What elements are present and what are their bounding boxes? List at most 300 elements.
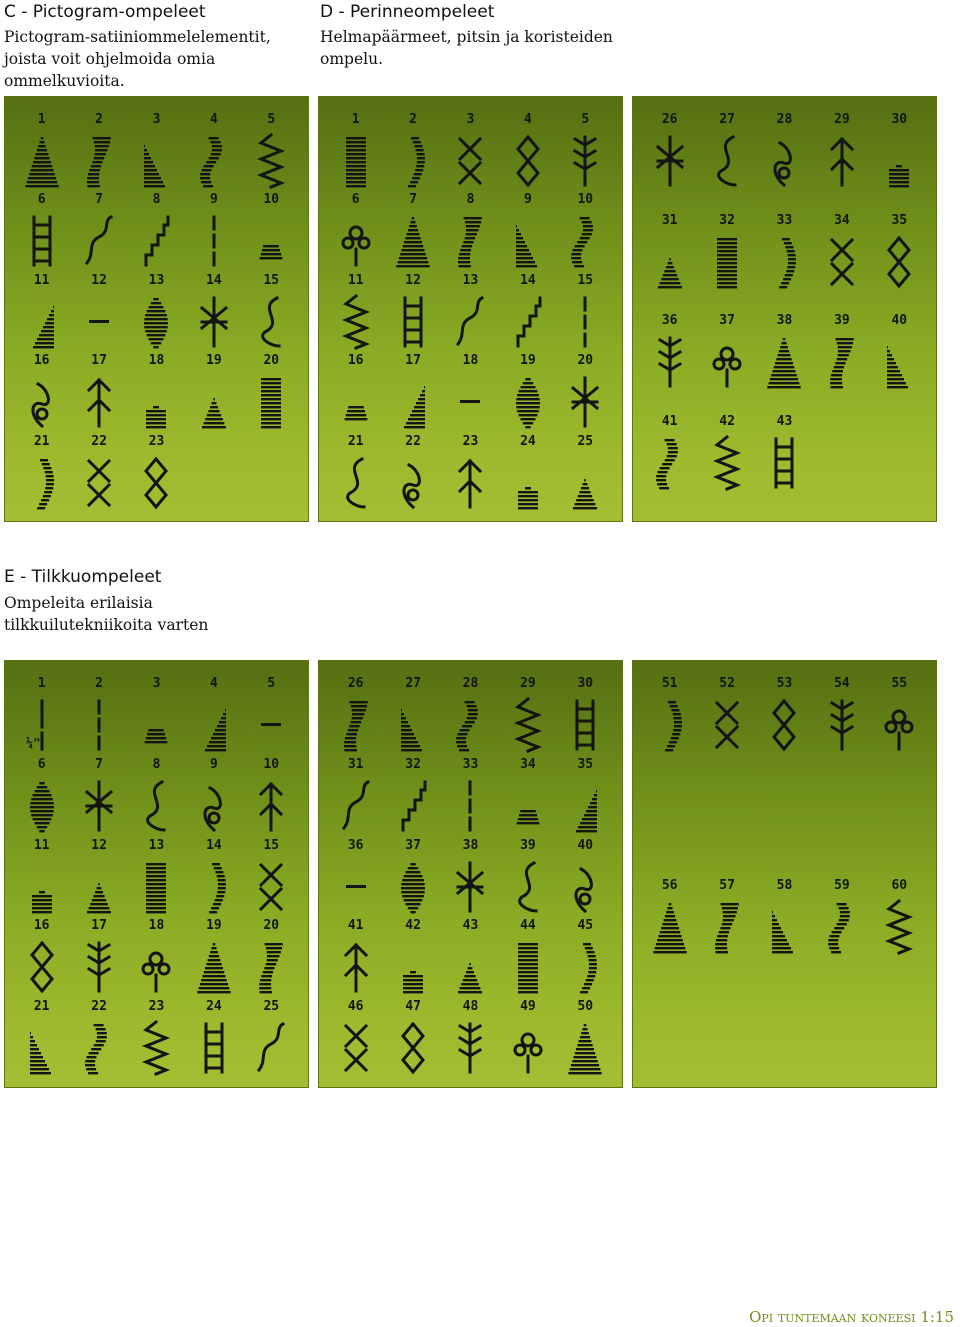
stitch-glyph-icon: [138, 294, 174, 350]
stitch-glyph-icon: [652, 697, 688, 753]
stitch-glyph-icon: [881, 133, 917, 189]
stitch-number: 3: [466, 112, 475, 127]
stitch-number: 5: [581, 112, 590, 127]
stitch-28: [442, 677, 499, 758]
section-d-title: D - Perinneompeleet: [320, 2, 495, 22]
stitch-number: 30: [577, 676, 594, 691]
stitch-number: 45: [577, 918, 594, 934]
stitch-glyph-icon: [338, 939, 374, 995]
stitch-55: [871, 677, 928, 879]
stitch-glyph-icon: [196, 859, 232, 915]
stitch-56: [641, 879, 698, 1081]
stitch-number: 1: [37, 676, 46, 691]
stitch-number: 14: [206, 272, 222, 288]
stitch-number: 10: [577, 192, 594, 208]
stitch-number: 10: [263, 192, 280, 208]
stitch-number: 19: [520, 353, 536, 369]
stitch-number: 3: [152, 112, 161, 127]
stitch-18: [442, 354, 499, 434]
stitch-5: [243, 677, 300, 758]
stitch-glyph-icon: [338, 374, 374, 430]
stitch-51: [641, 677, 698, 879]
stitch-glyph-icon: [452, 374, 488, 430]
stitch-number: 26: [661, 112, 678, 127]
stitch-glyph-icon: [338, 213, 374, 269]
stitch-glyph-icon: [196, 697, 232, 753]
stitch-13: [442, 274, 499, 354]
stitch-glyph-icon: [196, 1020, 232, 1076]
stitch-number: 18: [462, 353, 479, 369]
stitch-28: [756, 113, 813, 214]
stitch-glyph-icon: [395, 939, 431, 995]
stitch-number: 14: [520, 272, 536, 288]
stitch-glyph-icon: [24, 859, 60, 915]
stitch-number: 13: [148, 837, 165, 853]
stitch-30: [557, 677, 614, 758]
stitch-number: 43: [776, 413, 793, 429]
stitch-glyph-icon: [24, 1020, 60, 1076]
stitch-number: 26: [347, 676, 364, 691]
section-c-title: C - Pictogram-ompeleet: [4, 2, 206, 22]
stitch-number: 44: [520, 918, 536, 934]
stitch-40: [557, 839, 614, 920]
stitch-number: 20: [577, 353, 594, 369]
stitch-number: 42: [405, 918, 421, 934]
stitch-number: 2: [409, 112, 417, 127]
stitch-number: 33: [462, 756, 479, 772]
stitch-glyph-icon: [567, 294, 603, 350]
stitch-number: 21: [347, 433, 364, 449]
stitch-number: 9: [209, 192, 218, 208]
stitch-35: [557, 758, 614, 839]
stitch-13: [128, 274, 185, 354]
stitch-number: 59: [834, 878, 850, 893]
stitch-number: 55: [891, 676, 908, 691]
stitch-59: [813, 879, 870, 1081]
stitch-glyph-icon: [881, 697, 917, 753]
stitch-number: 8: [152, 192, 161, 208]
stitch-30: [871, 113, 928, 214]
stitch-number: 23: [462, 433, 479, 449]
stitch-glyph-icon: [81, 213, 117, 269]
stitch-8: [128, 758, 185, 839]
stitch-glyph-icon: [24, 778, 60, 834]
stitch-number: 25: [263, 999, 280, 1015]
stitch-number: 19: [206, 353, 222, 369]
stitch-16: [327, 354, 384, 434]
stitch-38: [756, 314, 813, 415]
stitch-7: [384, 193, 441, 273]
stitch-number: 28: [776, 112, 793, 127]
stitch-number: 34: [520, 756, 536, 772]
stitch-number: 30: [891, 112, 908, 127]
stitch-40: [871, 314, 928, 415]
stitch-number: 29: [520, 676, 536, 691]
stitch-glyph-icon: [567, 1020, 603, 1076]
stitch-39: [499, 839, 556, 920]
stitch-number: 2: [95, 676, 103, 691]
stitch-2: [70, 113, 127, 193]
stitch-glyph-icon: [510, 939, 546, 995]
stitch-14: [499, 274, 556, 354]
stitch-glyph-icon: [510, 294, 546, 350]
stitch-12: [70, 839, 127, 920]
stitch-44: [499, 919, 556, 1000]
stitch-glyph-icon: [338, 697, 374, 753]
stitch-number: 40: [577, 837, 594, 853]
stitch-23: [442, 435, 499, 515]
stitch-number: 6: [37, 756, 46, 772]
stitch-glyph-icon: [709, 234, 745, 290]
stitch-glyph-icon: [709, 899, 745, 955]
stitch-number: 6: [351, 192, 360, 208]
stitch-glyph-icon: [253, 133, 289, 189]
stitch-glyph-icon: [824, 899, 860, 955]
stitch-glyph-icon: [338, 133, 374, 189]
stitch-20: [243, 354, 300, 434]
stitch-panel-e1: [4, 660, 309, 1088]
stitch-glyph-icon: [510, 455, 546, 511]
stitch-38: [442, 839, 499, 920]
stitch-14: [185, 274, 242, 354]
stitch-number: 16: [33, 918, 50, 934]
stitch-glyph-icon: [652, 133, 688, 189]
stitch-19: [499, 354, 556, 434]
stitch-16: [13, 354, 70, 434]
stitch-number: 36: [661, 313, 678, 328]
stitch-panel-d1: [318, 96, 623, 522]
stitch-number: 21: [33, 433, 50, 449]
stitch-number: 7: [95, 756, 103, 772]
stitch-43: [756, 415, 813, 516]
stitch-42: [384, 919, 441, 1000]
stitch-number: 60: [891, 878, 908, 893]
stitch-15: [243, 839, 300, 920]
stitch-number: 5: [267, 112, 276, 127]
stitch-number: 39: [520, 837, 536, 853]
stitch-glyph-icon: [253, 213, 289, 269]
stitch-20: [243, 919, 300, 1000]
stitch-glyph-icon: [24, 374, 60, 430]
stitch-glyph-icon: [24, 697, 60, 753]
stitch-number: 9: [523, 192, 532, 208]
stitch-29: [813, 113, 870, 214]
stitch-19: [185, 919, 242, 1000]
stitch-glyph-icon: [452, 133, 488, 189]
stitch-glyph-icon: [196, 294, 232, 350]
stitch-glyph-icon: [253, 939, 289, 995]
stitch-42: [698, 415, 755, 516]
stitch-number: 27: [719, 112, 735, 127]
stitch-glyph-icon: [652, 334, 688, 390]
stitch-glyph-icon: [766, 334, 802, 390]
stitch-number: 38: [776, 313, 793, 328]
stitch-glyph-icon: [81, 374, 117, 430]
stitch-16: [13, 919, 70, 1000]
stitch-number: 27: [405, 676, 421, 691]
stitch-11: [13, 274, 70, 354]
stitch-8: [442, 193, 499, 273]
stitch-number: 49: [520, 999, 536, 1015]
stitch-6: [13, 193, 70, 273]
stitch-glyph-icon: [709, 435, 745, 491]
stitch-number: 56: [661, 878, 678, 893]
stitch-11: [13, 839, 70, 920]
stitch-number: 16: [347, 353, 364, 369]
stitch-number: 22: [91, 433, 107, 449]
stitch-number: 3: [152, 676, 161, 691]
stitch-glyph-icon: [510, 778, 546, 834]
stitch-glyph-icon: [81, 1020, 117, 1076]
stitch-17: [70, 919, 127, 1000]
stitch-number: 28: [462, 676, 479, 691]
stitch-glyph-icon: [395, 133, 431, 189]
stitch-glyph-icon: [652, 234, 688, 290]
stitch-57: [698, 879, 755, 1081]
stitch-glyph-icon: [395, 213, 431, 269]
stitch-41: [641, 415, 698, 516]
stitch-25: [243, 1000, 300, 1081]
stitch-number: 53: [776, 676, 793, 691]
stitch-22: [70, 1000, 127, 1081]
stitch-number: 11: [33, 837, 50, 853]
stitch-number: 34: [834, 212, 850, 228]
stitch-glyph-icon: [452, 294, 488, 350]
stitch-glyph-icon: [452, 859, 488, 915]
stitch-23: [128, 435, 185, 515]
stitch-glyph-icon: [567, 213, 603, 269]
stitch-glyph-icon: [881, 334, 917, 390]
stitch-glyph-icon: [709, 133, 745, 189]
stitch-number: 22: [405, 433, 421, 449]
stitch-glyph-icon: [824, 334, 860, 390]
stitch-glyph-icon: [253, 294, 289, 350]
stitch-41: [327, 919, 384, 1000]
stitch-glyph-icon: [567, 939, 603, 995]
stitch-10: [557, 193, 614, 273]
svg-text:¼": ¼": [25, 736, 41, 750]
stitch-glyph-icon: [81, 778, 117, 834]
stitch-7: [70, 758, 127, 839]
stitch-glyph-icon: [395, 859, 431, 915]
stitch-glyph-icon: [138, 697, 174, 753]
stitch-number: 24: [520, 433, 536, 449]
stitch-34: [499, 758, 556, 839]
stitch-glyph-icon: [824, 697, 860, 753]
stitch-number: 18: [148, 353, 165, 369]
stitch-32: [384, 758, 441, 839]
stitch-17: [70, 354, 127, 434]
stitch-24: [499, 435, 556, 515]
stitch-32: [698, 214, 755, 315]
stitch-glyph-icon: [338, 294, 374, 350]
stitch-21: [13, 1000, 70, 1081]
stitch-number: 52: [719, 676, 735, 691]
stitch-number: 19: [206, 918, 222, 934]
stitch-number: 22: [91, 999, 107, 1015]
stitch-glyph-icon: [824, 234, 860, 290]
stitch-glyph-icon: [766, 697, 802, 753]
stitch-number: 6: [37, 192, 46, 208]
page-footer: [749, 1308, 954, 1326]
stitch-glyph-icon: [138, 133, 174, 189]
stitch-45: [557, 919, 614, 1000]
stitch-number: 48: [462, 999, 479, 1015]
stitch-18: [128, 354, 185, 434]
stitch-47: [384, 1000, 441, 1081]
stitch-number: 12: [91, 272, 107, 288]
stitch-number: 50: [577, 999, 594, 1015]
stitch-glyph-icon: [510, 859, 546, 915]
stitch-number: 36: [347, 837, 364, 853]
stitch-number: 11: [33, 272, 50, 288]
stitch-60: [871, 879, 928, 1081]
stitch-19: [185, 354, 242, 434]
stitch-glyph-icon: [253, 697, 289, 753]
stitch-number: 31: [347, 756, 364, 772]
stitch-glyph-icon: [24, 294, 60, 350]
stitch-glyph-icon: [766, 435, 802, 491]
stitch-33: [756, 214, 813, 315]
stitch-11: [327, 274, 384, 354]
stitch-22: [384, 435, 441, 515]
stitch-glyph-icon: [196, 778, 232, 834]
stitch-1: [13, 113, 70, 193]
stitch-23: [128, 1000, 185, 1081]
stitch-glyph-icon: [709, 334, 745, 390]
stitch-6: [327, 193, 384, 273]
stitch-glyph-icon: [24, 939, 60, 995]
stitch-number: 2: [95, 112, 103, 127]
stitch-number: 31: [661, 212, 678, 228]
stitch-glyph-icon: [766, 899, 802, 955]
stitch-glyph-icon: [395, 697, 431, 753]
stitch-number: 15: [577, 272, 594, 288]
stitch-number: 20: [263, 918, 280, 934]
stitch-glyph-icon: [196, 133, 232, 189]
stitch-number: 41: [347, 918, 364, 934]
stitch-number: 25: [577, 433, 594, 449]
stitch-glyph-icon: [510, 1020, 546, 1076]
stitch-glyph-icon: [395, 1020, 431, 1076]
stitch-number: 7: [409, 192, 417, 208]
stitch-glyph-icon: [81, 455, 117, 511]
stitch-12: [70, 274, 127, 354]
stitch-26: [641, 113, 698, 214]
stitch-number: 39: [834, 313, 850, 328]
stitch-number: 37: [719, 313, 735, 328]
stitch-glyph-icon: [253, 1020, 289, 1076]
stitch-glyph-icon: [510, 697, 546, 753]
stitch-glyph-icon: [881, 234, 917, 290]
stitch-glyph-icon: [24, 455, 60, 511]
stitch-34: [813, 214, 870, 315]
stitch-9: [499, 193, 556, 273]
stitch-glyph-icon: [138, 939, 174, 995]
stitch-glyph-icon: [567, 374, 603, 430]
stitch-number: 15: [263, 837, 280, 853]
stitch-31: [641, 214, 698, 315]
stitch-number: 17: [91, 353, 107, 369]
stitch-number: 4: [523, 112, 532, 127]
stitch-number: 37: [405, 837, 421, 853]
stitch-number: 8: [466, 192, 475, 208]
stitch-panel-e3: [632, 660, 937, 1088]
stitch-13: [128, 839, 185, 920]
stitch-3: [128, 113, 185, 193]
stitch-39: [813, 314, 870, 415]
stitch-12: [384, 274, 441, 354]
stitch-36: [641, 314, 698, 415]
stitch-glyph-icon: [567, 455, 603, 511]
stitch-number: 51: [661, 676, 678, 691]
stitch-20: [557, 354, 614, 434]
stitch-glyph-icon: [567, 697, 603, 753]
stitch-number: 1: [351, 112, 360, 127]
stitch-10: [243, 193, 300, 273]
stitch-17: [384, 354, 441, 434]
stitch-number: 1: [37, 112, 46, 127]
stitch-number: 13: [148, 272, 165, 288]
stitch-glyph-icon: [395, 778, 431, 834]
stitch-glyph-icon: [196, 213, 232, 269]
stitch-22: [70, 435, 127, 515]
stitch-7: [70, 193, 127, 273]
stitch-number: 32: [405, 756, 421, 772]
stitch-glyph-icon: [81, 294, 117, 350]
stitch-glyph-icon: [567, 859, 603, 915]
footer-text: Opi tuntemaan koneesi: [749, 1308, 916, 1326]
stitch-glyph-icon: [196, 374, 232, 430]
stitch-number: 58: [776, 878, 793, 893]
stitch-glyph-icon: [567, 778, 603, 834]
stitch-glyph-icon: [81, 133, 117, 189]
stitch-37: [698, 314, 755, 415]
stitch-26: [327, 677, 384, 758]
stitch-glyph-icon: [138, 455, 174, 511]
stitch-58: [756, 879, 813, 1081]
stitch-5: [243, 113, 300, 193]
stitch-glyph-icon: [652, 435, 688, 491]
stitch-21: [327, 435, 384, 515]
stitch-number: 32: [719, 212, 735, 228]
stitch-number: 35: [891, 212, 908, 228]
stitch-glyph-icon: [138, 1020, 174, 1076]
stitch-glyph-icon: [395, 455, 431, 511]
stitch-50: [557, 1000, 614, 1081]
stitch-number: 35: [577, 756, 594, 772]
stitch-number: 16: [33, 353, 50, 369]
stitch-number: 5: [267, 676, 276, 691]
stitch-46: [327, 1000, 384, 1081]
stitch-glyph-icon: [452, 697, 488, 753]
stitch-9: [185, 193, 242, 273]
stitch-4: [185, 113, 242, 193]
stitch-15: [557, 274, 614, 354]
stitch-number: 40: [891, 313, 908, 328]
stitch-glyph-icon: [709, 697, 745, 753]
stitch-glyph-icon: [510, 213, 546, 269]
stitch-glyph-icon: [510, 374, 546, 430]
stitch-33: [442, 758, 499, 839]
stitch-panel-c: [4, 96, 309, 522]
stitch-10: [243, 758, 300, 839]
stitch-54: [813, 677, 870, 879]
stitch-number: 17: [405, 353, 421, 369]
stitch-glyph-icon: [452, 1020, 488, 1076]
section-c-description: Pictogram-satiiniommelelementit, joista voit ohjelmoida omia ommelkuvioita.: [4, 28, 271, 90]
stitch-glyph-icon: [395, 294, 431, 350]
